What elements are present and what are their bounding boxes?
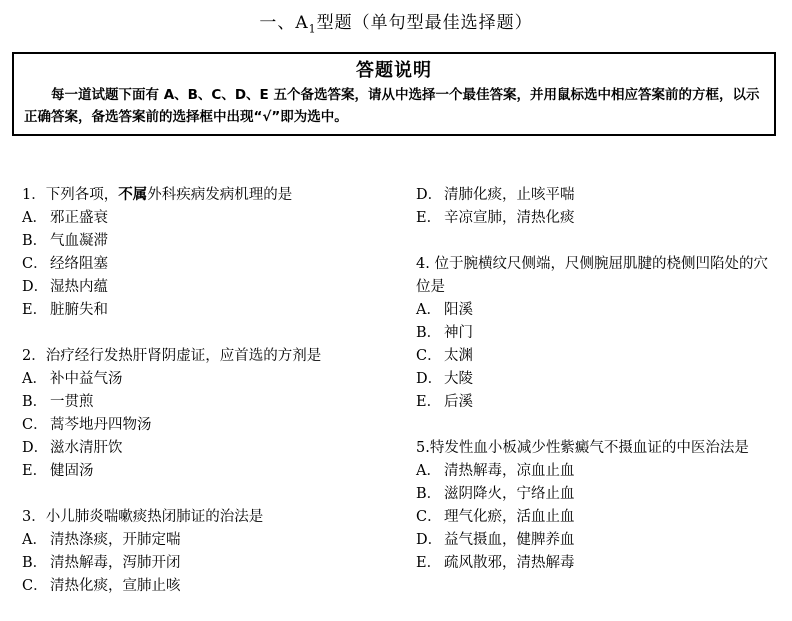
option-c[interactable]: C． 理气化瘀，活血止血 [416, 509, 575, 525]
instructions-body: 每一道试题下面有 A、B、C、D、E 五个备选答案，请从中选择一个最佳答案，并用鼠标选中相应答案前的方框，以示正确答案，备选答案前的选择框中出现“√”即为选中。 [24, 87, 760, 125]
right-column [416, 184, 776, 598]
option-d[interactable]: D． 湿热内蕴 [22, 279, 108, 295]
question-stem: 3．小儿肺炎喘嗽痰热闭肺证的治法是 [22, 509, 264, 525]
option-c[interactable]: C． 蒿芩地丹四物汤 [22, 417, 152, 433]
question-4 [416, 253, 776, 414]
option-a[interactable]: A． 清热解毒，凉血止血 [416, 463, 575, 479]
option-b[interactable]: B． 气血凝滞 [22, 233, 108, 249]
option-a[interactable]: A． 清热涤痰，开肺定喘 [22, 532, 181, 548]
option-d[interactable]: D． 益气摄血，健脾养血 [416, 532, 575, 548]
option-c[interactable]: C． 经络阻塞 [22, 256, 108, 272]
option-e[interactable]: E． 健固汤 [22, 463, 94, 479]
question-stem: 1．下列各项，不属外科疾病发病机理的是 [22, 187, 293, 203]
option-c[interactable]: C． 太渊 [416, 348, 473, 364]
option-e[interactable]: E． 后溪 [416, 394, 473, 410]
option-e[interactable]: E． 脏腑失和 [22, 302, 108, 318]
question-stem: 4. 位于腕横纹尺侧端，尺侧腕屈肌腱的桡侧凹陷处的穴位是 [416, 256, 768, 295]
question-1 [22, 184, 392, 322]
section-title: 一、$A_1$型题（单句型最佳选择题） [259, 13, 533, 36]
option-b[interactable]: B． 滋阴降火，宁络止血 [416, 486, 575, 502]
option-d[interactable]: D． 滋水清肝饮 [22, 440, 123, 456]
option-a[interactable]: A． 邪正盛衰 [22, 210, 108, 226]
option-b[interactable]: B． 清热解毒，泻肺开闭 [22, 555, 181, 571]
option-d[interactable]: D． 大陵 [416, 371, 473, 387]
question-5 [416, 437, 776, 575]
option-a[interactable]: A． 阳溪 [416, 302, 473, 318]
instructions-box [12, 52, 776, 136]
option-b[interactable]: B． 一贯煎 [22, 394, 94, 410]
option-a[interactable]: A． 补中益气汤 [22, 371, 123, 387]
question-stem: 5.特发性血小板减少性紫癜气不摄血证的中医治法是 [416, 440, 749, 456]
instructions-heading: 答题说明 [356, 60, 432, 81]
question-3 [22, 506, 392, 598]
option-d[interactable]: D． 清肺化痰，止咳平喘 [416, 187, 575, 203]
question-stem: 2．治疗经行发热肝肾阴虚证，应首选的方剂是 [22, 348, 322, 364]
question-2 [22, 345, 392, 483]
left-column [22, 184, 392, 621]
question-3-continued [416, 184, 776, 230]
option-e[interactable]: E． 疏风散邪，清热解毒 [416, 555, 575, 571]
option-e[interactable]: E． 辛凉宣肺，清热化痰 [416, 210, 575, 226]
option-b[interactable]: B． 神门 [416, 325, 473, 341]
option-c[interactable]: C． 清热化痰，宣肺止咳 [22, 578, 181, 594]
